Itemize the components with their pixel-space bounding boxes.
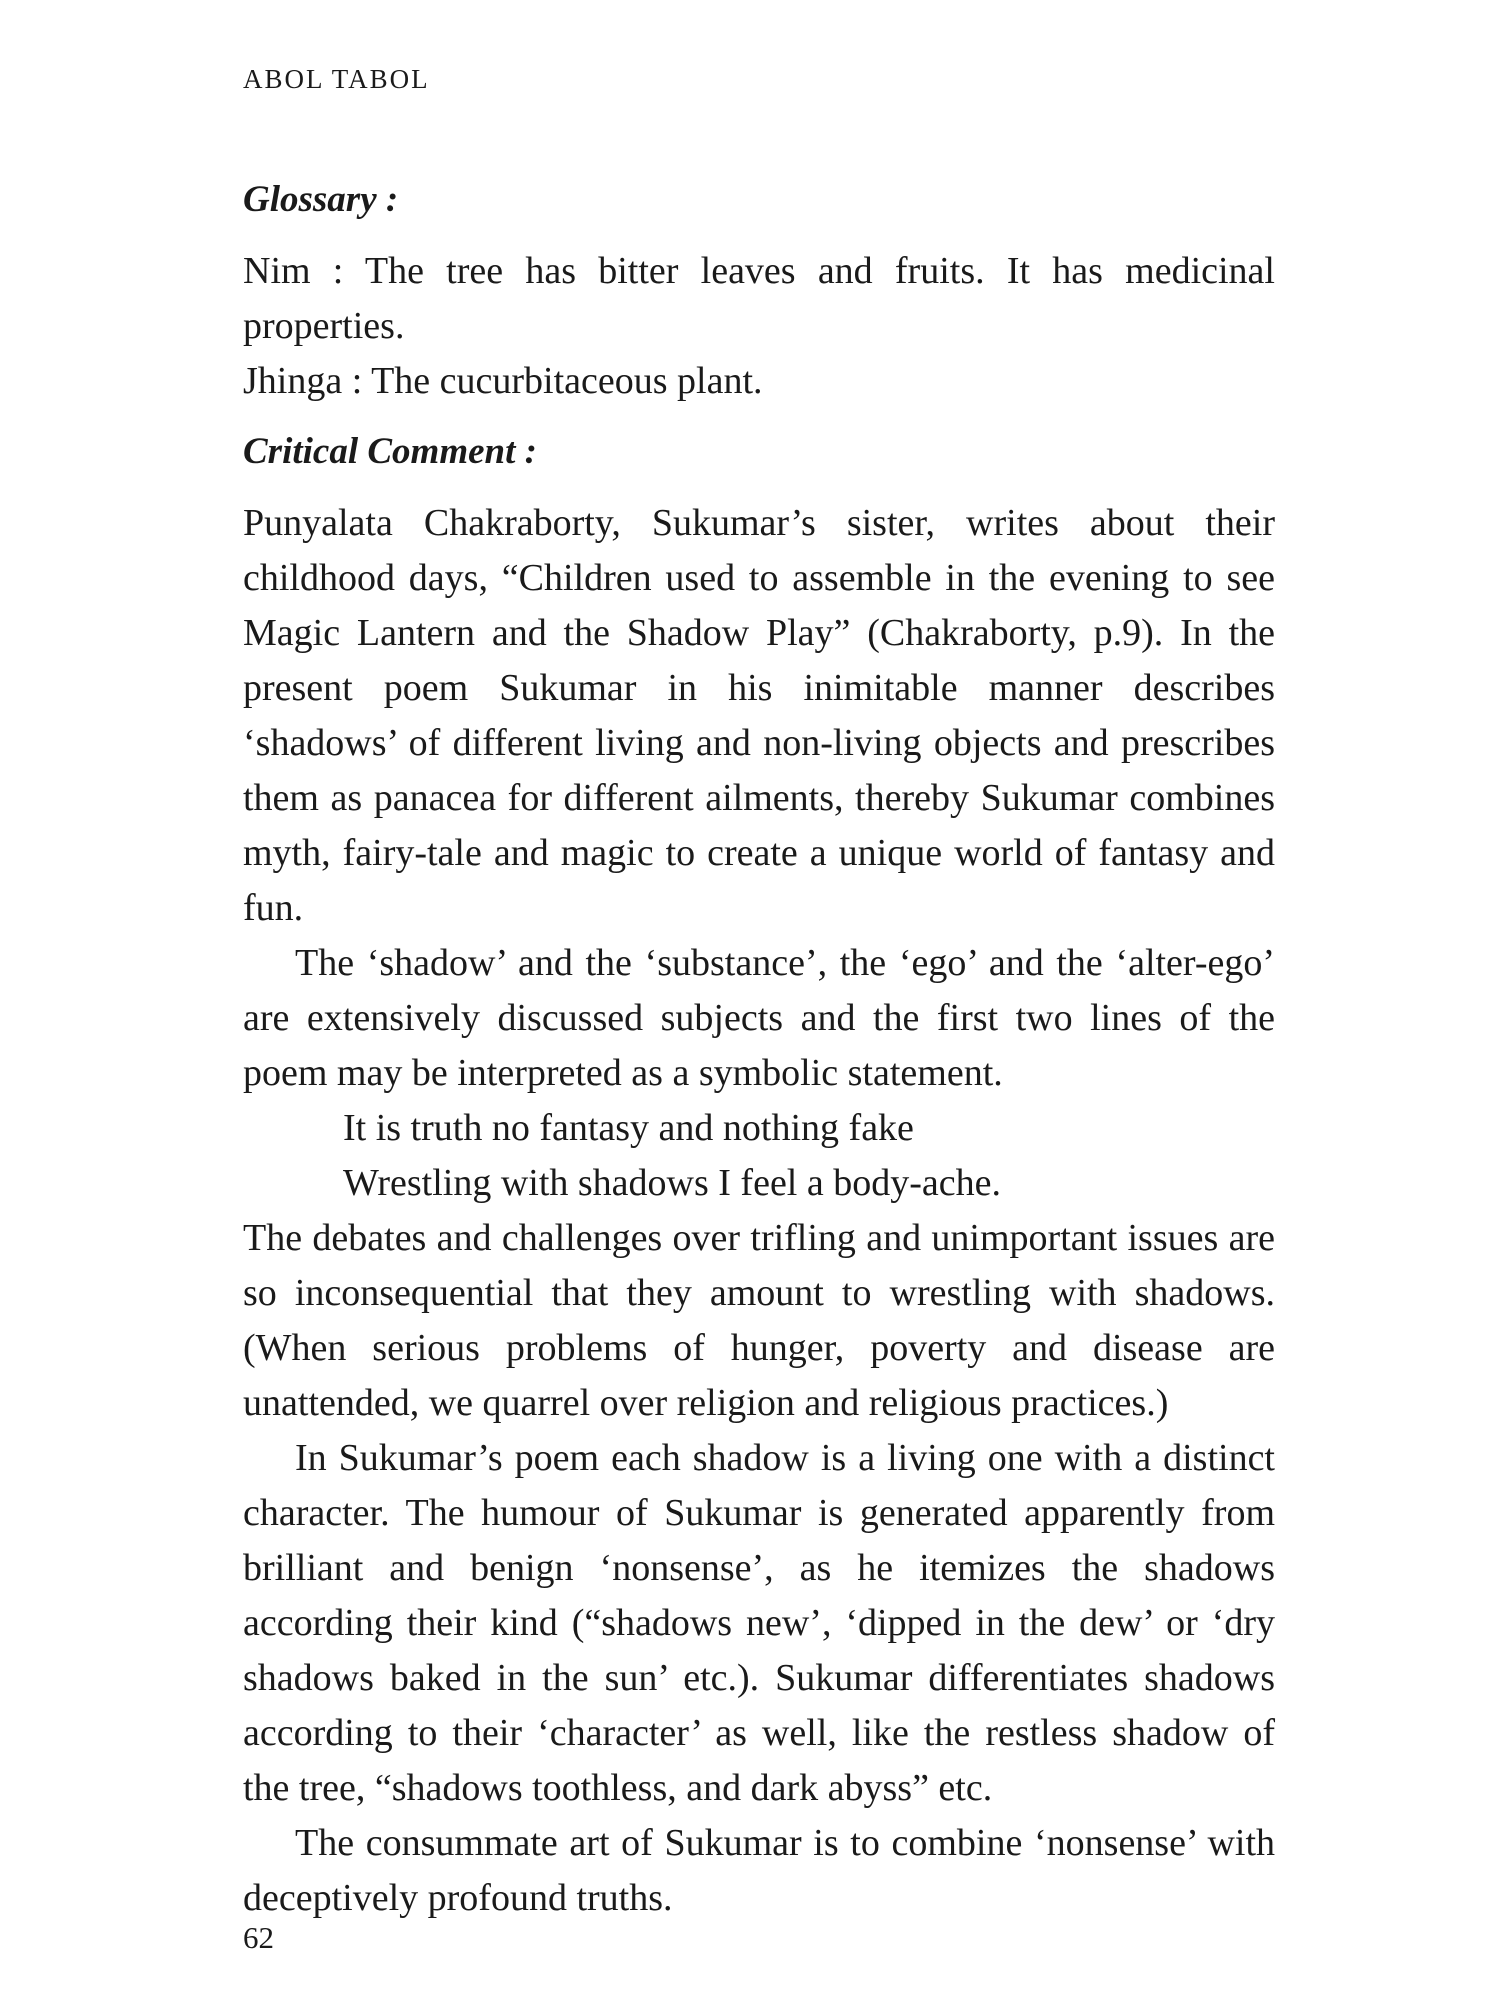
glossary-entry-jhinga: Jhinga : The cucurbitaceous plant. (243, 360, 763, 402)
paragraph: The debates and challenges over trifling and unimportant issues are so inconsequential that they amount to wrestling with shadows. (When serious problems of hunger, poverty and disease are unattended, we quarrel over religion and religious practices.) (243, 1217, 1275, 1424)
page-number: 62 (243, 1920, 274, 1955)
paragraph: Punyalata Chakraborty, Sukumar’s sister, writes about their childhood days, “Children used to assemble in the evening to see Magic Lantern and the Shadow Play” (Chakraborty, p.9). In the present poem Sukumar in his inimitable manner describes ‘shadows’ of different living and non-living objects and prescribes them as panacea for different ailments, thereby Sukumar combines myth, fairy-tale and magic to create a unique world of fantasy and fun. (243, 502, 1275, 929)
glossary-entry-nim: Nim : The tree has bitter leaves and fruits. It has medicinal properties. (243, 250, 1275, 347)
running-head: ABOL TABOL (243, 64, 430, 94)
verse-line: Wrestling with shadows I feel a body-ache. (343, 1162, 1001, 1204)
glossary-heading: Glossary : (243, 179, 399, 220)
paragraph: The ‘shadow’ and the ‘substance’, the ‘ego’ and the ‘alter-ego’ are extensively discussed subjects and the first two lines of the poem may be interpreted as a symbolic statement. (243, 942, 1275, 1094)
verse-line: It is truth no fantasy and nothing fake (343, 1107, 914, 1149)
paragraph: The consummate art of Sukumar is to combine ‘nonsense’ with deceptively profound truths. (243, 1822, 1275, 1919)
page-body (243, 168, 1275, 1926)
critical-comment-heading: Critical Comment : (243, 431, 537, 472)
paragraph: In Sukumar’s poem each shadow is a living one with a distinct character. The humour of Sukumar is generated apparently from brilliant and benign ‘nonsense’, as he itemizes the shadows according their kind (“shadows new’, ‘dipped in the dew’ or ‘dry shadows baked in the sun’ etc.). Sukumar differentiates shadows according to their ‘character’ as well, like the restless shadow of the tree, “shadows toothless, and dark abyss” etc. (243, 1437, 1275, 1809)
